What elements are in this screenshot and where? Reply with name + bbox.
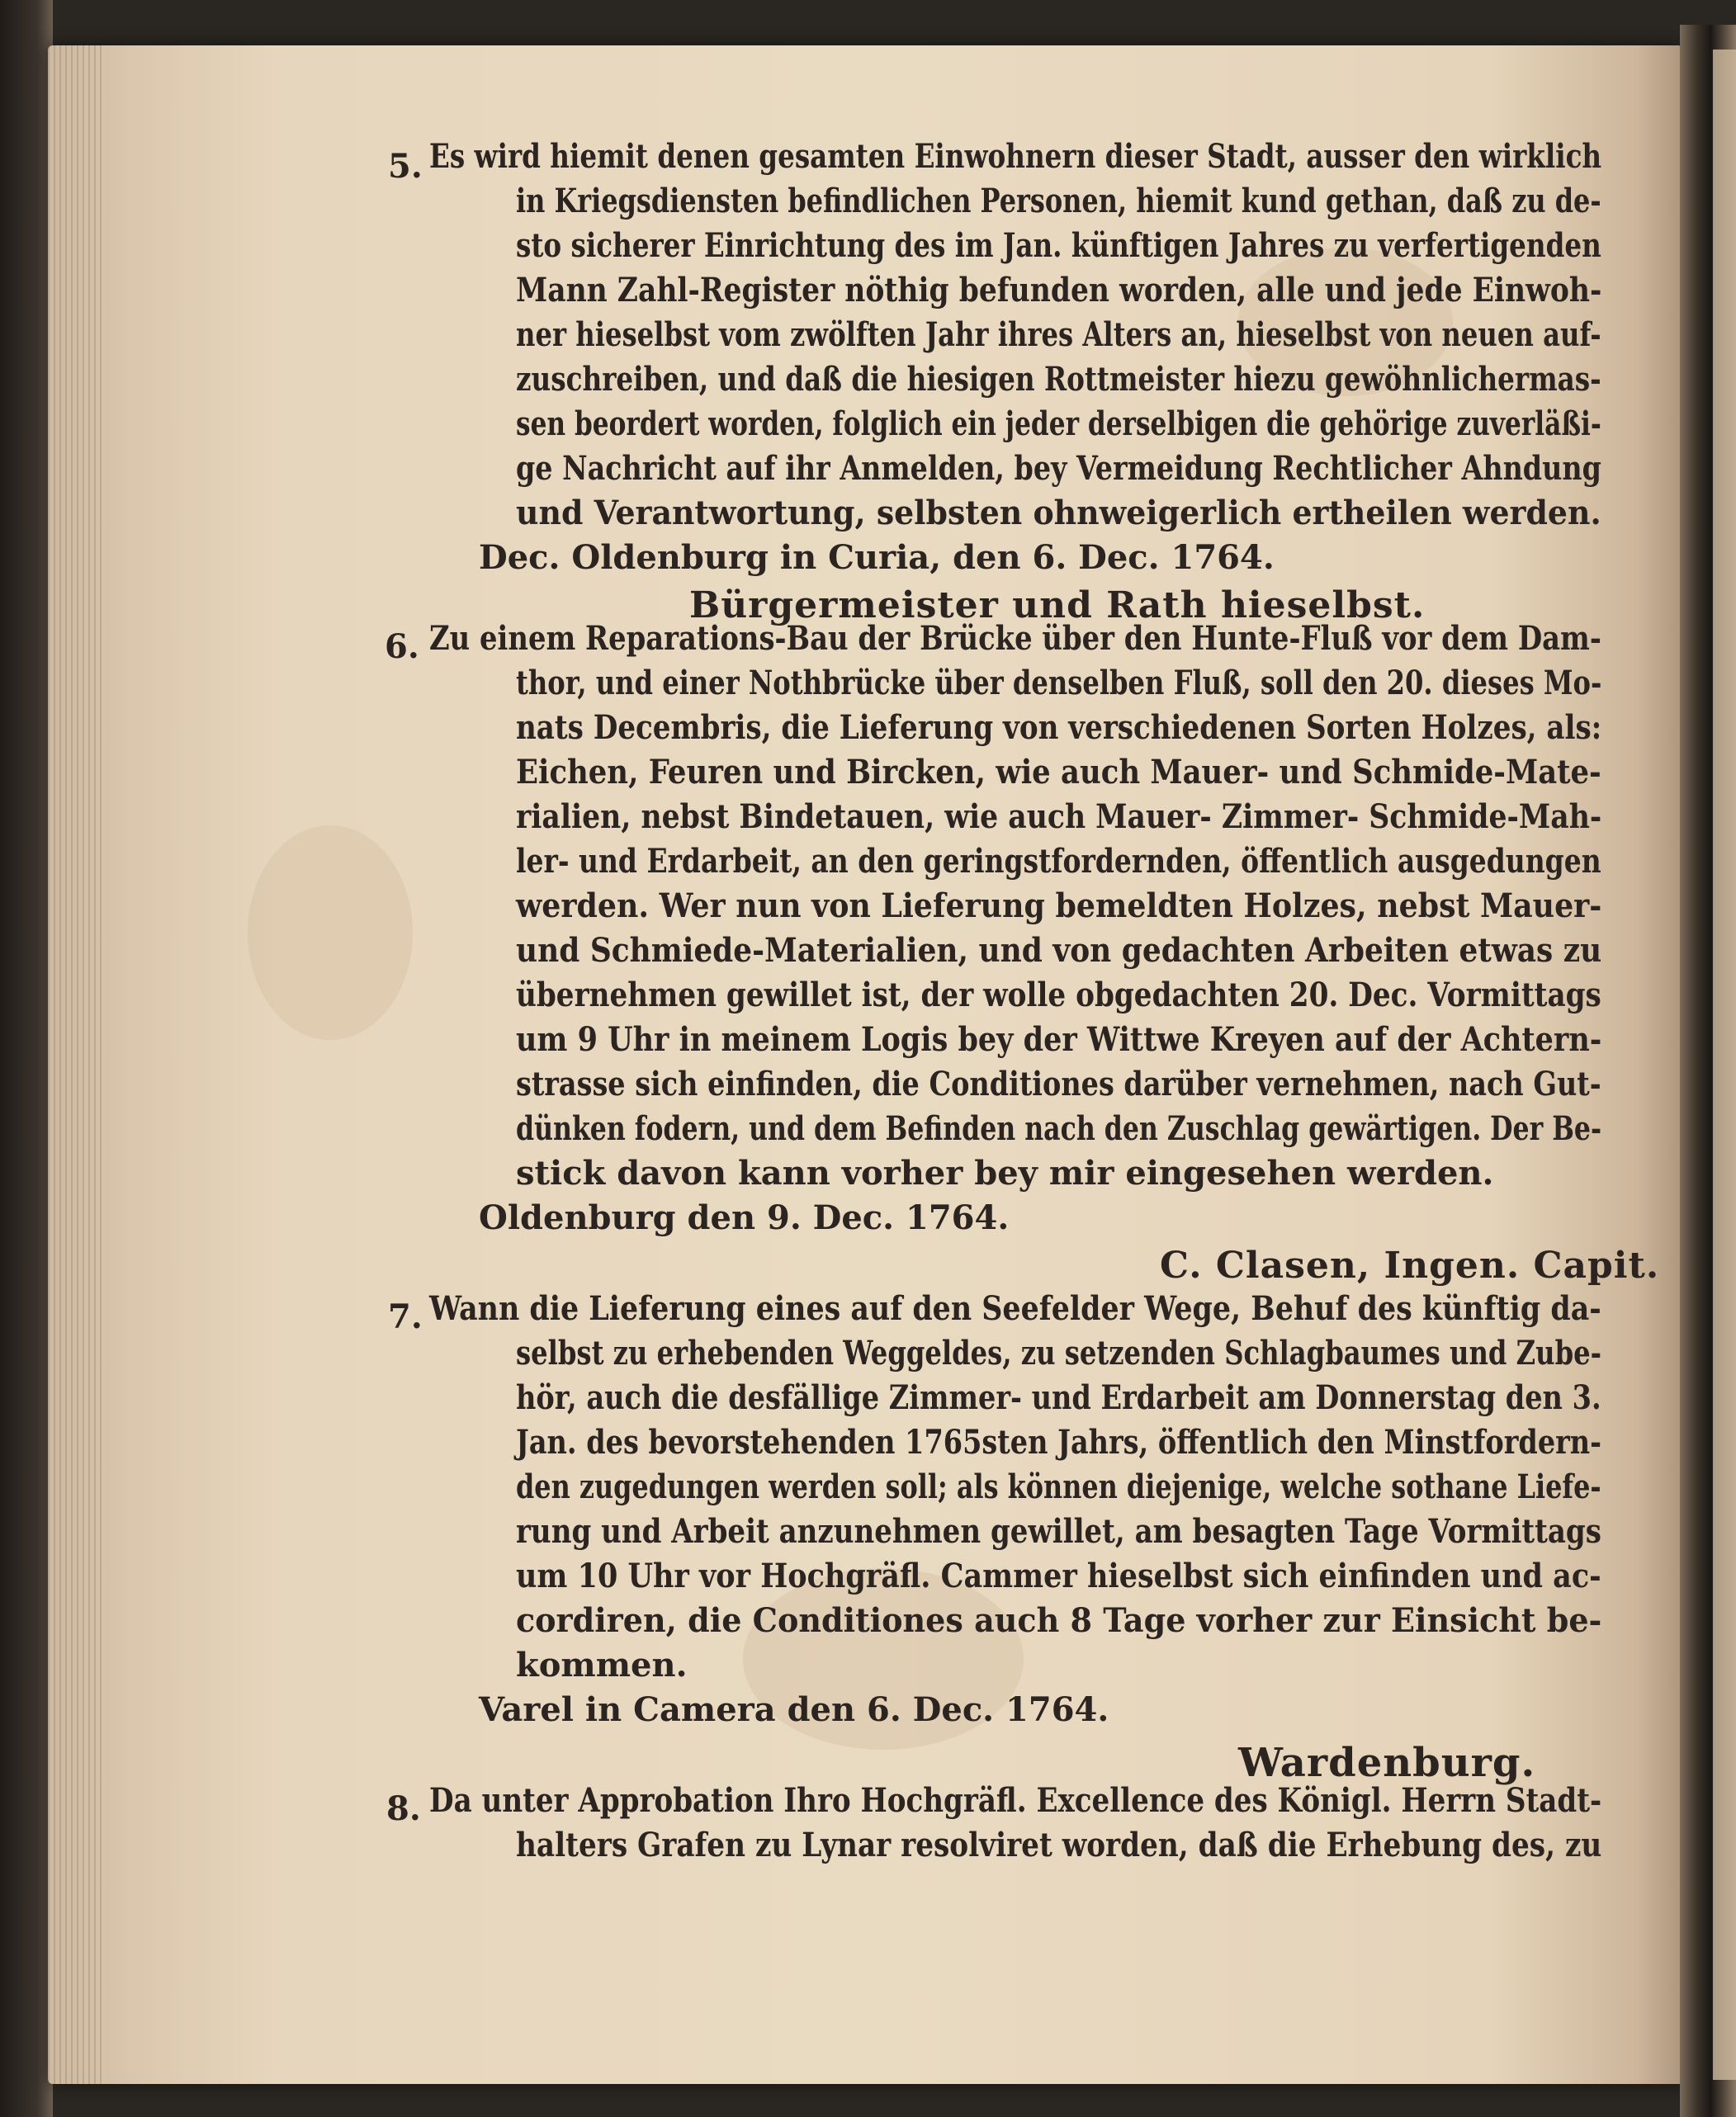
text-line: ge Nachricht auf ihr Anmelden, bey Vermeidung Rechtlicher Ahndung — [516, 449, 1601, 488]
entry-number: 8. — [386, 1789, 421, 1828]
text-line: in Kriegsdiensten befindlichen Personen, hiemit kund gethan, daß zu de- — [516, 182, 1601, 220]
text-line: Zu einem Reparations-Bau der Brücke über den Hunte-Fluß vor dem Dam- — [429, 619, 1601, 658]
signature: Bürgermeister und Rath hieselbst. — [689, 584, 1426, 626]
text-line: stick davon kann vorher bey mir eingesehen werden. — [516, 1154, 1494, 1193]
text-line: Wann die Lieferung eines auf den Seefelder Wege, Behuf des künftig da- — [429, 1289, 1601, 1328]
text-line: nats Decembris, die Lieferung von verschiedenen Sorten Holzes, als: — [516, 708, 1602, 747]
text-line: übernehmen gewillet ist, der wolle obgedachten 20. Dec. Vormittags — [516, 976, 1601, 1014]
text-line: sen beordert worden, folglich ein jeder derselbigen die gehörige zuverläßi- — [516, 404, 1601, 443]
text-line: Jan. des bevorstehenden 1765sten Jahrs, öffentlich den Minstfordern- — [516, 1423, 1602, 1462]
text-line: und Schmiede-Materialien, und von gedachten Arbeiten etwas zu — [516, 931, 1602, 970]
dateline: Varel in Camera den 6. Dec. 1764. — [479, 1690, 1109, 1729]
text-line: halters Grafen zu Lynar resolviret worden, daß die Erhebung des, zu — [516, 1826, 1602, 1864]
entry-number: 5. — [388, 147, 423, 186]
signature: C. Clasen, Ingen. Capit. — [1160, 1245, 1660, 1287]
dateline: Oldenburg den 9. Dec. 1764. — [479, 1198, 1010, 1237]
text-line: dünken fodern, und dem Befinden nach den Zuschlag gewärtigen. Der Be- — [516, 1109, 1602, 1148]
text-line: thor, und einer Nothbrücke über denselben Fluß, soll den 20. dieses Mo- — [516, 664, 1602, 702]
text-line: rung und Arbeit anzunehmen gewillet, am besagten Tage Vormittags — [516, 1512, 1601, 1551]
dateline: Dec. Oldenburg in Curia, den 6. Dec. 1764. — [479, 538, 1275, 577]
text-line: Eichen, Feuren und Bircken, wie auch Mauer- und Schmide-Mate- — [516, 753, 1601, 792]
text-line: zuschreiben, und daß die hiesigen Rottmeister hiezu gewöhnlichermas- — [516, 360, 1601, 399]
text-line: sto sicherer Einrichtung des im Jan. künftigen Jahres zu verfertigenden — [516, 226, 1601, 265]
text-line: ner hieselbst vom zwölften Jahr ihres Alters an, hieselbst von neuen auf- — [516, 315, 1601, 354]
text-line: strasse sich einfinden, die Conditiones darüber vernehmen, nach Gut- — [516, 1065, 1601, 1103]
text-line: Mann Zahl-Register nöthig befunden worden, alle und jede Einwoh- — [516, 271, 1602, 310]
text-line: selbst zu erhebenden Weggeldes, zu setzenden Schlagbaumes und Zube- — [516, 1334, 1602, 1373]
text-line: kommen. — [516, 1646, 688, 1685]
text-line: und Verantwortung, selbsten ohnweigerlich ertheilen werden. — [516, 494, 1601, 532]
text-line: cordiren, die Conditiones auch 8 Tage vorher zur Einsicht be- — [516, 1601, 1602, 1640]
entry-number: 7. — [388, 1297, 423, 1336]
signature: Wardenburg. — [1238, 1740, 1536, 1786]
text-line: rialien, nebst Bindetauen, wie auch Mauer- Zimmer- Schmide-Mah- — [516, 797, 1602, 836]
text-line: Es wird hiemit denen gesamten Einwohnern dieser Stadt, ausser den wirklich — [429, 137, 1602, 176]
text-line: um 9 Uhr in meinem Logis bey der Wittwe Kreyen auf der Achtern- — [516, 1020, 1602, 1059]
text-line: hör, auch die desfällige Zimmer- und Erdarbeit am Donnerstag den 3. — [516, 1378, 1601, 1417]
text-line: den zugedungen werden soll; als können diejenige, welche sothane Liefe- — [516, 1467, 1601, 1506]
text-line: werden. Wer nun von Lieferung bemeldten Holzes, nebst Mauer- — [516, 886, 1602, 925]
entry-number: 6. — [385, 627, 419, 666]
text-line: ler- und Erdarbeit, an den geringstfordernden, öffentlich ausgedungen — [516, 842, 1601, 881]
text-line: Da unter Approbation Ihro Hochgräfl. Excellence des Königl. Herrn Stadt- — [429, 1781, 1602, 1820]
text-line: um 10 Uhr vor Hochgräfl. Cammer hieselbst sich einfinden und ac- — [516, 1557, 1601, 1595]
